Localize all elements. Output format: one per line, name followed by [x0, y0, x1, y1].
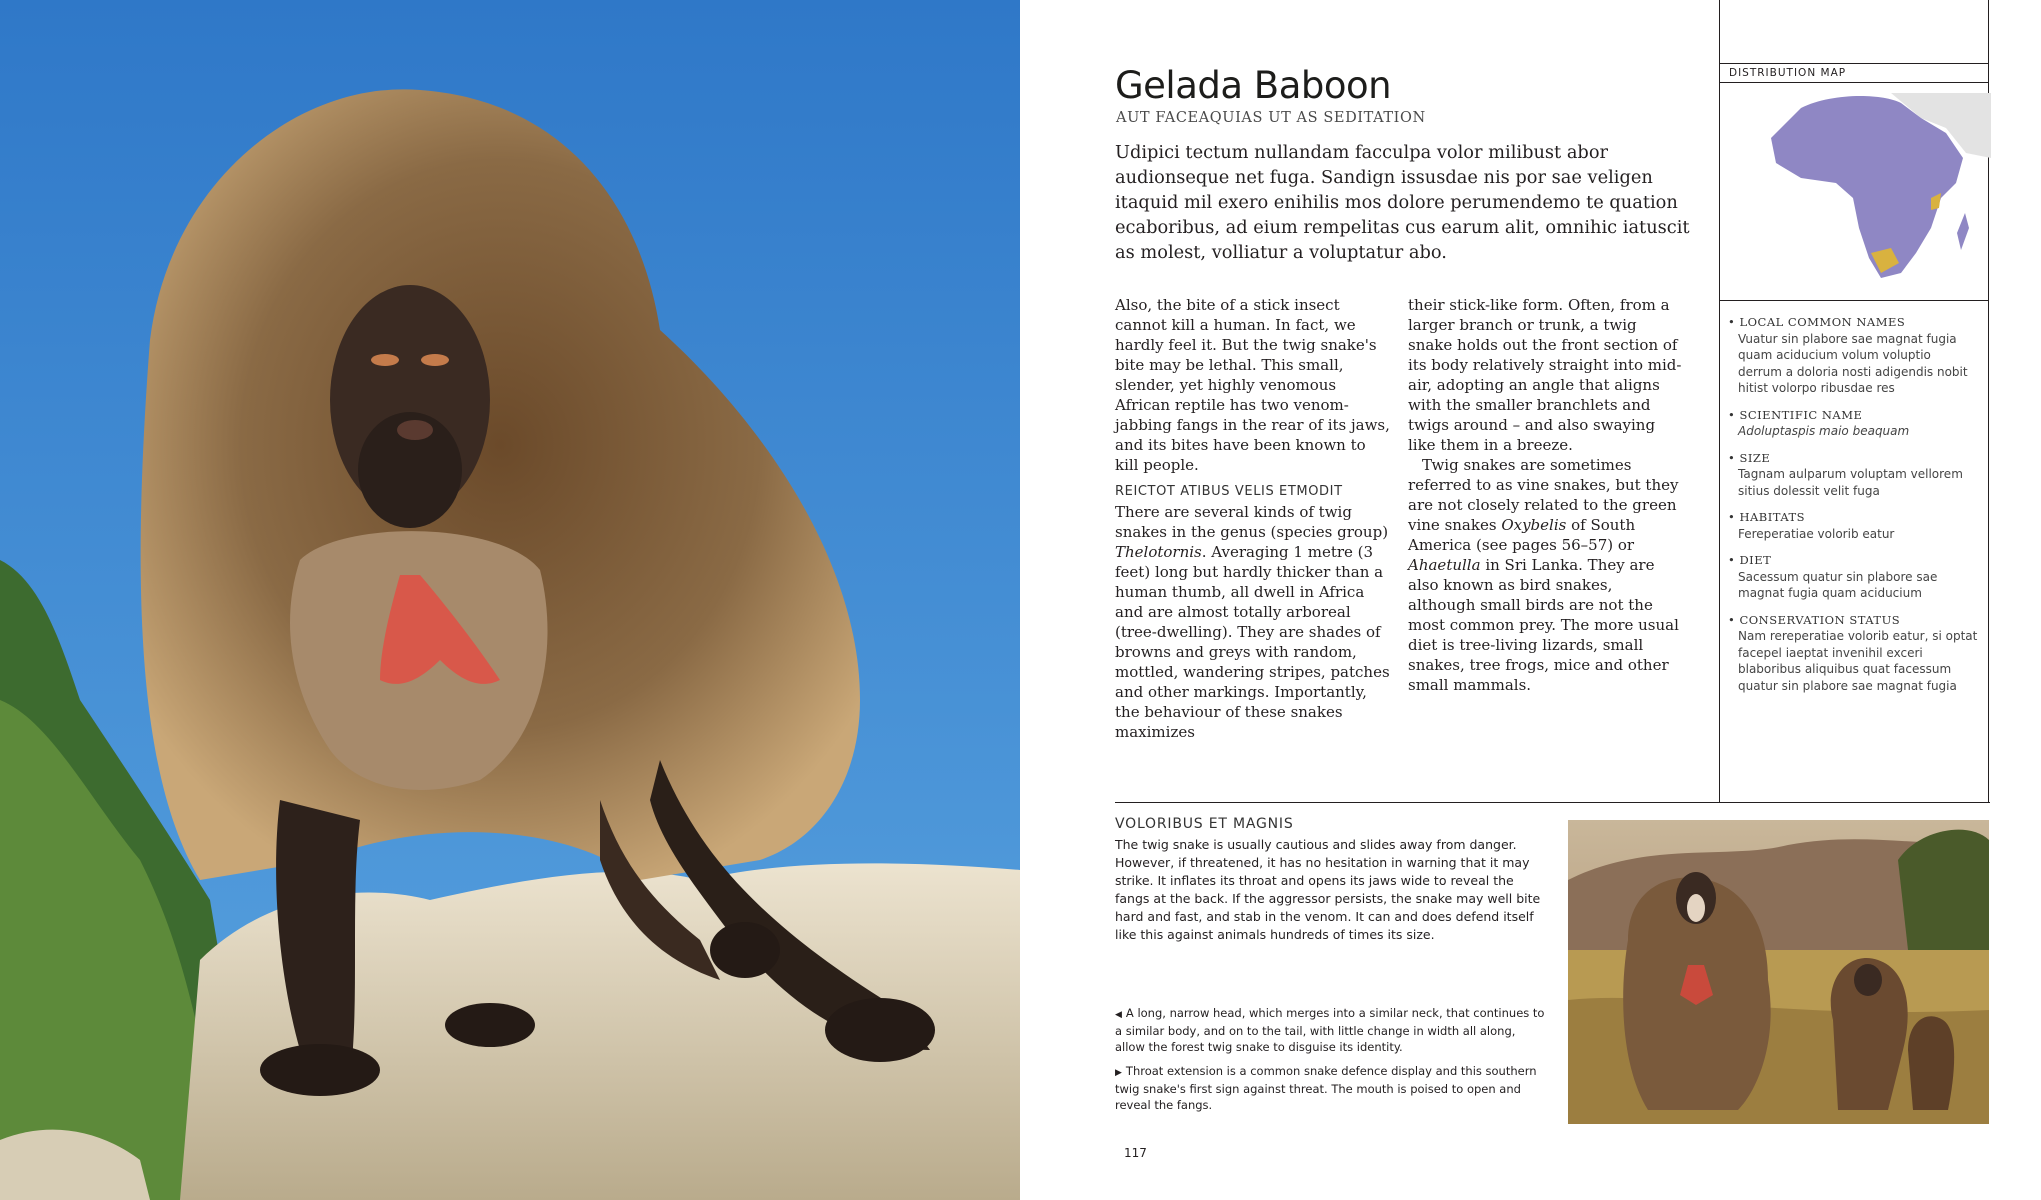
col1-paragraph-1: Also, the bite of a stick insect cannot kill a human. In fact, we hardly feel it. But the twig snake's bite may be lethal. This small, slender, yet highly venomous African reptile has two venom-jabbing fangs in the rear of its jaws, and its bites have been known to kill people.	[1115, 296, 1390, 474]
fact-scientific-name	[1728, 407, 1978, 440]
body-column-2	[1408, 295, 1684, 695]
col1-p2-text-a: There are several kinds of twig snakes in the genus (species group)	[1115, 503, 1389, 541]
distribution-map	[1741, 88, 1991, 288]
fact-value: Adoluptaspis maio beaquam	[1738, 424, 1910, 438]
col2-p2-text-a: Twig snakes are sometimes referred to as vine snakes, but they are not closely related to the green vine snakes	[1408, 456, 1679, 534]
caption-1-text: A long, narrow head, which merges into a similar neck, that continues to a similar body, and on to the tail, with little change in width all along, allow the forest twig snake to disguise its identity.	[1115, 1006, 1545, 1054]
caption-1	[1115, 1005, 1545, 1055]
baboons-in-grassland-photo	[1568, 820, 1989, 1124]
map-label-rule	[1719, 82, 1989, 83]
fact-label: • SCIENTIFIC NAME	[1728, 407, 1978, 424]
sidebar-top-rule	[1719, 63, 1989, 64]
col2-p2-genus-2: Ahaetulla	[1408, 556, 1481, 574]
left-arrow-icon: ◀	[1115, 1010, 1122, 1020]
fact-conservation-status	[1728, 612, 1978, 695]
gelada-baboon-photo	[0, 0, 1020, 1200]
fact-value: Fereperatiae volorib eatur	[1738, 526, 1895, 541]
section-divider	[1115, 802, 1990, 803]
fact-value: Vuatur sin plabore sae magnat fugia quam aciducium volum voluptio derrum a doloria nosti adigendis nobit hitist volorpo ribusdae res	[1738, 331, 1968, 395]
col2-p2-text-c: in Sri Lanka. They are also known as bird snakes, although small birds are not the most common prey. The more usual diet is tree-living lizards, small snakes, tree frogs, mice and other small mammals.	[1408, 556, 1679, 694]
fact-local-names	[1728, 314, 1978, 397]
facts-list	[1728, 314, 1978, 704]
page-number: 117	[1124, 1146, 1147, 1160]
fact-label: • DIET	[1728, 552, 1978, 569]
lower-section-body: The twig snake is usually cautious and slides away from danger. However, if threatened, it has no hesitation in warning that it may strike. It inflates its throat and opens its jaws wide to reveal the fangs at the back. If the aggressor persists, the snake may well bite hard and fast, and stab in the venom. It can and does defend itself like this against animals hundreds of times its size.	[1115, 837, 1541, 942]
fact-label: • HABITATS	[1728, 509, 1978, 526]
col2-p2-genus-1: Oxybelis	[1501, 516, 1567, 534]
page-subtitle: AUT FACEAQUIAS UT AS SEDITATION	[1116, 110, 1426, 126]
fact-size	[1728, 450, 1978, 500]
caption-2-text: Throat extension is a common snake defence display and this southern twig snake's first sign against threat. The mouth is poised to open and reveal the fangs.	[1115, 1064, 1537, 1112]
sidebar-left-rule	[1719, 0, 1720, 803]
right-arrow-icon: ▶	[1115, 1068, 1122, 1078]
baboons-illustration	[1568, 820, 1989, 1124]
distribution-map-label: DISTRIBUTION MAP	[1729, 67, 1847, 79]
col1-p2-text-b: . Averaging 1 metre (3 feet) long but hardly thicker than a human thumb, all dwell in Africa and are almost totally arboreal (tree-dwelling). They are shades of browns and greys with random, mottled, wandering stripes, patches and other markings. Importantly, the behaviour of these snakes maximizes	[1115, 543, 1390, 741]
fact-value: Sacessum quatur sin plabore sae magnat fugia quam aciducium	[1738, 569, 1938, 600]
col2-paragraph-1: their stick-like form. Often, from a larger branch or trunk, a twig snake holds out the front section of its body relatively straight into mid-air, adopting an angle that aligns with the smaller branchlets and twigs around – and also swaying like them in a breeze.	[1408, 296, 1682, 454]
col2-p2-text-b: of South America (see pages 56–57) or	[1408, 516, 1636, 554]
fact-label: • CONSERVATION STATUS	[1728, 612, 1978, 629]
fact-habitats	[1728, 509, 1978, 542]
col2-paragraph-2	[1408, 455, 1684, 695]
fact-value: Nam rereperatiae volorib eatur, si optat facepel iaeptat invenihil exceri blaboribus aliquibus quat facessum quatur sin plabore sae magnat fugia	[1738, 629, 1978, 693]
fact-value: Tagnam aulparum voluptam vellorem sitius dolessit velit fuga	[1738, 467, 1963, 498]
right-page	[1020, 0, 2041, 1200]
fact-diet	[1728, 552, 1978, 602]
intro-paragraph: Udipici tectum nullandam facculpa volor milibust abor audionseque net fuga. Sandign issusdae nis por sae veligen itaquid mil exero enihilis mos dolore perumendemo te quation ecaboribus, ad eium rempelitas cus earum alit, omnihic iatuscit as molest, volliatur a voluptatur abo.	[1115, 142, 1690, 263]
col1-subheading: REICTOT ATIBUS VELIS ETMODIT	[1115, 484, 1343, 499]
caption-2	[1115, 1063, 1545, 1113]
body-column-1	[1115, 295, 1391, 742]
lower-section-heading: VOLORIBUS ET MAGNIS	[1115, 816, 1294, 832]
fact-label: • LOCAL COMMON NAMES	[1728, 314, 1978, 331]
col1-paragraph-2	[1115, 502, 1391, 742]
map-bottom-rule	[1719, 300, 1989, 301]
fact-label: • SIZE	[1728, 450, 1978, 467]
baboon-illustration	[0, 0, 1020, 1200]
page-title: Gelada Baboon	[1115, 64, 1392, 107]
col1-p2-genus: Thelotornis	[1115, 543, 1202, 561]
